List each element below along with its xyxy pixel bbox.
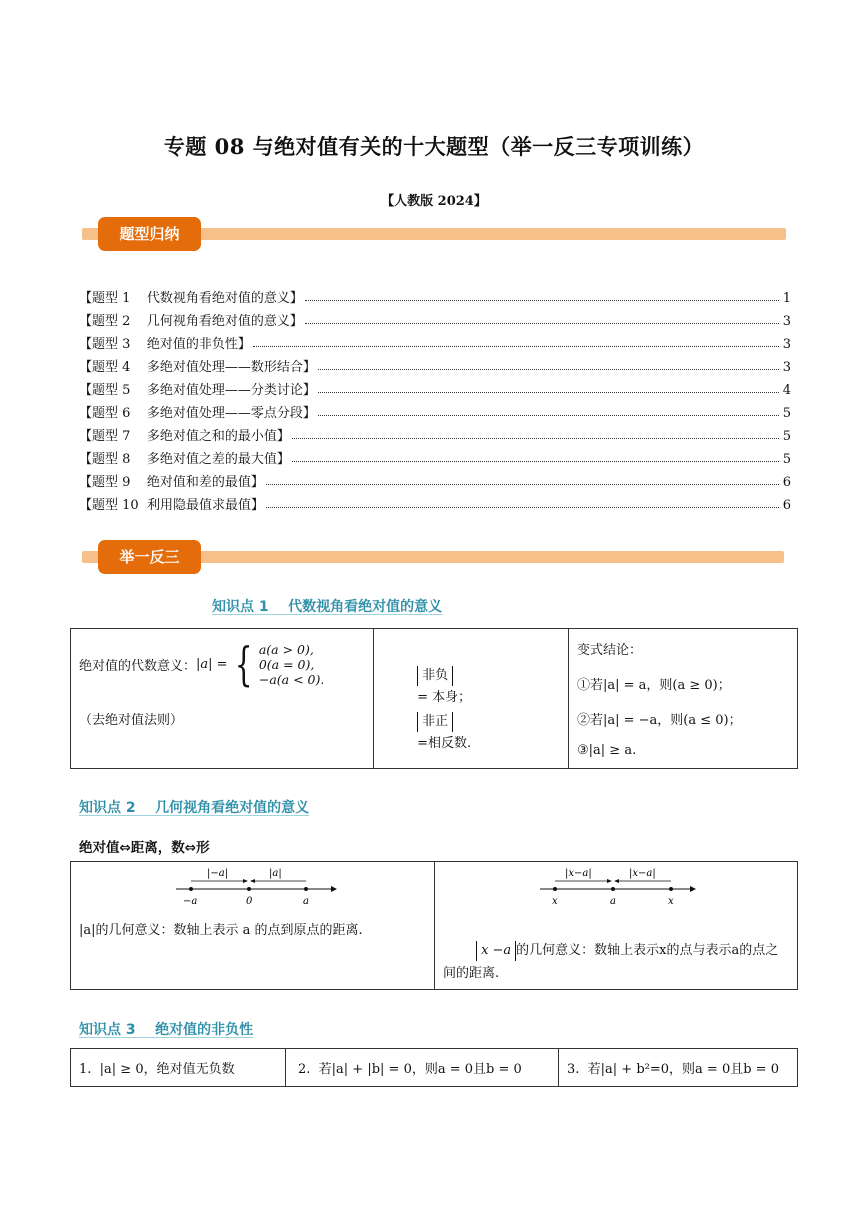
right-seg2-arrowhead-icon bbox=[614, 879, 619, 883]
left-seg1-label: |−a| bbox=[207, 868, 229, 879]
kp1-nonneg-word: 非负 bbox=[417, 666, 453, 686]
toc-entry[interactable] bbox=[79, 467, 791, 490]
kp2-right-abs: x −a bbox=[476, 941, 516, 961]
toc-entry-page: 5 bbox=[782, 452, 791, 467]
toc-entry-label: 【题型 9 绝对值和差的最值】 bbox=[79, 475, 264, 490]
toc-entry[interactable] bbox=[79, 352, 791, 375]
kp2-heading: 知识点 2 几何视角看绝对值的意义 bbox=[79, 800, 310, 816]
left-point-neg-a bbox=[189, 887, 193, 891]
kp1-case-2: 0(a = 0), bbox=[258, 656, 315, 672]
kp3-item-3-cell bbox=[559, 1049, 798, 1087]
toc-leader-dots bbox=[305, 323, 779, 324]
toc-leader-dots bbox=[253, 346, 779, 347]
toc-entry-page: 4 bbox=[782, 383, 791, 398]
right-point-x2 bbox=[669, 887, 673, 891]
toc-entry[interactable] bbox=[79, 306, 791, 329]
kp3-heading: 知识点 3 绝对值的非负性 bbox=[79, 1022, 254, 1038]
kp2-left-cell bbox=[71, 862, 435, 990]
left-tick-a: a bbox=[303, 896, 309, 907]
toc-leader-dots bbox=[292, 438, 779, 439]
toc-entry-label: 【题型 4 多绝对值处理——数形结合】 bbox=[79, 360, 316, 375]
toc-leader-dots bbox=[305, 300, 779, 301]
toc-entry-page: 6 bbox=[782, 498, 791, 513]
left-tick-zero: 0 bbox=[246, 896, 253, 907]
kp2-right-cell bbox=[435, 862, 798, 990]
summary-banner-tab: 题型归纳 bbox=[98, 217, 201, 251]
kp3-item-3: 3. 若|a| + b²=0，则a = 0且b = 0 bbox=[567, 1062, 779, 1077]
toc-leader-dots bbox=[266, 484, 779, 485]
left-tick-neg-a: −a bbox=[183, 896, 198, 907]
toc-entry[interactable] bbox=[79, 375, 791, 398]
right-seg1-arrowhead-icon bbox=[607, 879, 612, 883]
toc-entry-label: 【题型 7 多绝对值之和的最小值】 bbox=[79, 429, 290, 444]
right-tick-x2: x bbox=[668, 896, 674, 907]
kp1-variant-3: ③|a| ≥ a. bbox=[577, 743, 637, 758]
toc-entry[interactable] bbox=[79, 398, 791, 421]
toc-entry-page: 3 bbox=[782, 337, 791, 352]
right-point-x1 bbox=[553, 887, 557, 891]
kp1-case-3: −a(a < 0). bbox=[258, 671, 325, 687]
kp1-nonpos-line bbox=[384, 697, 471, 766]
kp2-right-text1: 的几何意义：数轴上表示x的点与表示a的点之 bbox=[516, 943, 779, 958]
kp2-left-text: |a|的几何意义：数轴上表示 a 的点到原点的距离. bbox=[79, 923, 363, 938]
toc-entry-page: 5 bbox=[782, 429, 791, 444]
toc-entry[interactable] bbox=[79, 329, 791, 352]
left-point-a bbox=[304, 887, 308, 891]
kp2-subheading: 绝对值⇔距离，数⇔形 bbox=[79, 840, 210, 856]
toc-entry-label: 【题型 2 几何视角看绝对值的意义】 bbox=[79, 314, 303, 329]
toc-entry[interactable] bbox=[79, 490, 791, 513]
left-seg1-arrowhead-icon bbox=[243, 879, 248, 883]
kp1-cases bbox=[228, 637, 325, 691]
kp2-left-number-line bbox=[171, 864, 341, 910]
toc-leader-dots bbox=[318, 369, 779, 370]
kp1-algebraic-cell bbox=[71, 629, 374, 769]
kp1-alg-prefix: 绝对值的代数意义： bbox=[79, 658, 197, 674]
toc-entry-page: 5 bbox=[782, 406, 791, 421]
toc-entry-page: 3 bbox=[782, 360, 791, 375]
toc-leader-dots bbox=[318, 415, 779, 416]
right-point-a bbox=[611, 887, 615, 891]
toc-leader-dots bbox=[266, 507, 779, 508]
kp1-case-1: a(a > 0), bbox=[258, 641, 314, 657]
toc-entry-label: 【题型 8 多绝对值之差的最大值】 bbox=[79, 452, 290, 467]
kp1-variant-2: ②若|a| = −a，则(a ≤ 0)； bbox=[577, 713, 742, 728]
kp1-sign-cell bbox=[374, 629, 569, 769]
right-tick-a: a bbox=[610, 896, 616, 907]
toc-entry-label: 【题型 3 绝对值的非负性】 bbox=[79, 337, 251, 352]
toc-entry-label: 【题型 10 利用隐最值求最值】 bbox=[79, 498, 264, 513]
edition-label: 【人教版 2024】 bbox=[381, 194, 487, 209]
toc-entry[interactable] bbox=[79, 421, 791, 444]
kp2-right-text2: 间的距离. bbox=[443, 966, 500, 981]
left-brace-icon: { bbox=[234, 637, 252, 691]
left-seg2-label: |a| bbox=[269, 868, 282, 879]
right-axis-arrow-icon bbox=[690, 886, 696, 892]
right-tick-x1: x bbox=[552, 896, 558, 907]
toc-leader-dots bbox=[292, 461, 779, 462]
kp3-item-1-cell bbox=[71, 1049, 286, 1087]
document-title: 专题 08 与绝对值有关的十大题型（举一反三专项训练） bbox=[163, 134, 705, 159]
left-axis-arrow-icon bbox=[331, 886, 337, 892]
kp1-variant-1: ①若|a| = a，则(a ≥ 0)； bbox=[577, 678, 731, 693]
toc-entry-label: 【题型 5 多绝对值处理——分类讨论】 bbox=[79, 383, 316, 398]
kp1-nonpos-tail: =相反数. bbox=[417, 736, 472, 751]
kp1-table bbox=[70, 628, 798, 769]
kp3-item-2-cell bbox=[286, 1049, 559, 1087]
kp1-variant-title: 变式结论： bbox=[577, 643, 643, 658]
toc-entry-label: 【题型 1 代数视角看绝对值的意义】 bbox=[79, 291, 303, 306]
kp3-item-1: 1. |a| ≥ 0，绝对值无负数 bbox=[79, 1062, 235, 1077]
toc-entry-label: 【题型 6 多绝对值处理——零点分段】 bbox=[79, 406, 316, 421]
kp3-item-2: 2. 若|a| + |b| = 0，则a = 0且b = 0 bbox=[298, 1062, 522, 1077]
kp2-right-number-line bbox=[535, 864, 705, 910]
toc-entry[interactable] bbox=[79, 444, 791, 467]
toc-entry-page: 3 bbox=[782, 314, 791, 329]
right-seg1-label: |x−a| bbox=[565, 868, 592, 879]
right-seg2-label: |x−a| bbox=[629, 868, 656, 879]
table-of-contents bbox=[79, 283, 791, 513]
kp2-table bbox=[70, 861, 798, 990]
toc-leader-dots bbox=[318, 392, 779, 393]
left-point-zero bbox=[247, 887, 251, 891]
toc-entry-page: 1 bbox=[782, 291, 791, 306]
kp1-nonneg-tail: = 本身； bbox=[417, 690, 472, 705]
toc-entry[interactable] bbox=[79, 283, 791, 306]
practice-banner-tab: 举一反三 bbox=[98, 540, 201, 574]
kp1-variant-cell bbox=[569, 629, 798, 769]
kp1-heading: 知识点 1 代数视角看绝对值的意义 bbox=[212, 599, 443, 615]
kp1-nonpos-word: 非正 bbox=[417, 712, 453, 732]
kp3-table bbox=[70, 1048, 798, 1087]
kp1-alg-lhs: |a| = bbox=[196, 656, 228, 672]
toc-entry-page: 6 bbox=[782, 475, 791, 490]
left-seg2-arrowhead-icon bbox=[250, 879, 255, 883]
kp1-rule: （去绝对值法则） bbox=[79, 713, 184, 728]
